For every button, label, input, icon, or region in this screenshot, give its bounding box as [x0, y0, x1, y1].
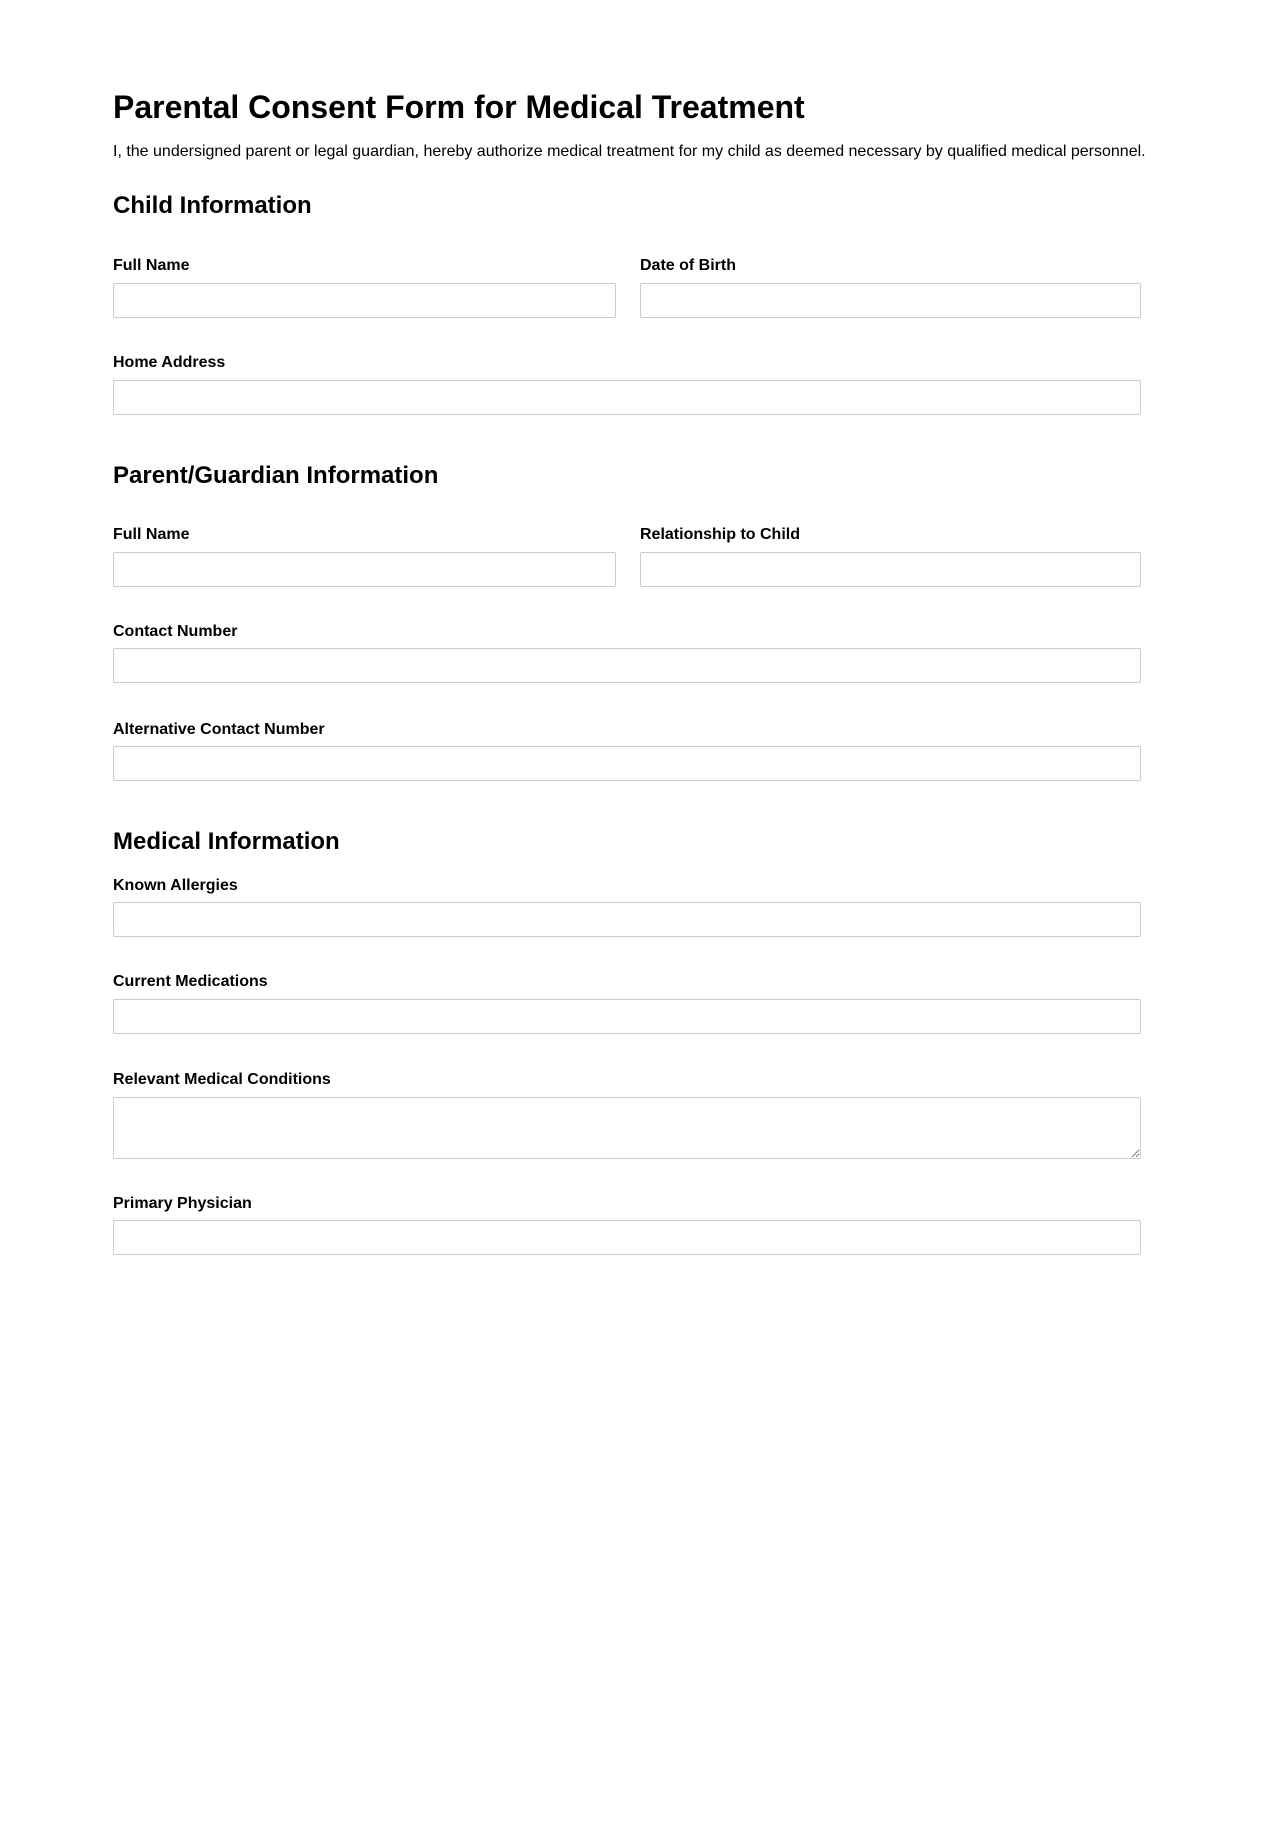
home-address-input[interactable]	[113, 380, 1141, 415]
allergies-label: Known Allergies	[113, 877, 238, 894]
guardian-full-name-input[interactable]	[113, 552, 616, 587]
page-title: Parental Consent Form for Medical Treatment	[113, 89, 805, 125]
allergies-input[interactable]	[113, 902, 1141, 937]
medications-input[interactable]	[113, 999, 1141, 1034]
medical-information-heading: Medical Information	[113, 828, 340, 855]
guardian-full-name-label: Full Name	[113, 526, 190, 543]
child-full-name-label: Full Name	[113, 257, 190, 274]
conditions-textarea[interactable]	[113, 1097, 1141, 1159]
child-full-name-input[interactable]	[113, 283, 616, 318]
guardian-information-heading: Parent/Guardian Information	[113, 462, 439, 489]
conditions-label: Relevant Medical Conditions	[113, 1071, 331, 1088]
alt-contact-number-input[interactable]	[113, 746, 1141, 781]
medications-label: Current Medications	[113, 973, 268, 990]
child-dob-label: Date of Birth	[640, 257, 736, 274]
home-address-label: Home Address	[113, 354, 226, 371]
physician-input[interactable]	[113, 1220, 1141, 1255]
relationship-label: Relationship to Child	[640, 526, 800, 543]
relationship-input[interactable]	[640, 552, 1141, 587]
alt-contact-number-label: Alternative Contact Number	[113, 721, 325, 738]
physician-label: Primary Physician	[113, 1195, 252, 1212]
consent-description: I, the undersigned parent or legal guardian, hereby authorize medical treatment for my child as deemed necessary by qualified medical personnel.	[113, 143, 1146, 160]
contact-number-label: Contact Number	[113, 623, 238, 640]
child-information-heading: Child Information	[113, 192, 312, 219]
contact-number-input[interactable]	[113, 648, 1141, 683]
child-dob-input[interactable]	[640, 283, 1141, 318]
